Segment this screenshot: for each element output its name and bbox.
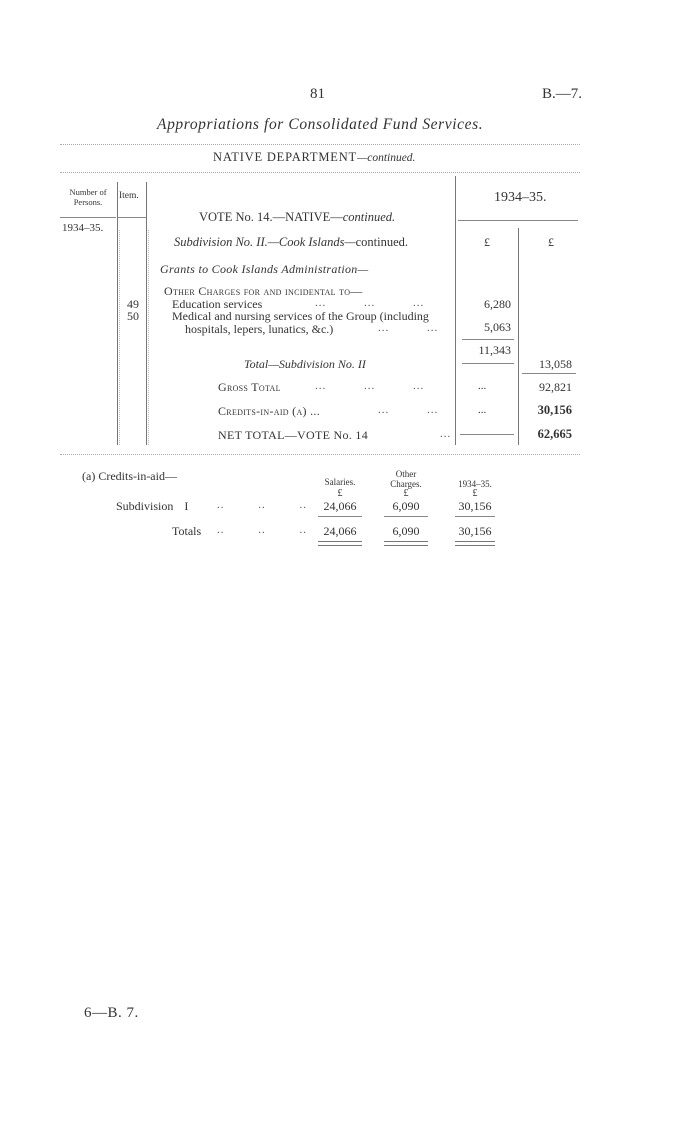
page-reference: B.—7. — [542, 86, 583, 102]
footnote-salaries: 24,066 — [323, 499, 357, 513]
pound-sign: £ — [472, 488, 478, 499]
leader-dots: ... ... — [378, 322, 439, 334]
footnote-rule — [384, 516, 428, 517]
gross-total-label: Gross Total — [218, 380, 281, 394]
page-signature: 6—B. 7. — [84, 1005, 139, 1021]
net-total-value: 62,665 — [537, 427, 572, 441]
gross-mid-dots: ... — [478, 380, 487, 392]
department-continued: —continued. — [356, 152, 416, 164]
net-total-label: NET TOTAL—VOTE No. 14 — [218, 428, 368, 442]
footnote-double-rule — [384, 541, 428, 546]
item-col-left-border-2 — [119, 230, 120, 445]
item-number: 50 — [127, 309, 139, 323]
footnote-col-salaries: Salaries. — [324, 477, 356, 487]
total-subdivision-label: Total—Subdivision No. II — [244, 357, 366, 371]
subdivision-continued: continued. — [355, 235, 409, 249]
credits-label-text: Credits-in-aid (a) ... — [218, 404, 321, 418]
col-header-item: Item. — [119, 191, 139, 201]
pound-sign: £ — [337, 488, 343, 499]
footnote-year: 30,156 — [458, 524, 492, 538]
vote-continued: continued. — [342, 210, 396, 224]
item-description: Education services — [172, 297, 263, 311]
col-header-year: 1934–35. — [494, 190, 547, 205]
footnote-rule — [455, 516, 495, 517]
amount-col-mid-border — [518, 228, 519, 445]
item-amount: 5,063 — [484, 320, 511, 334]
item-header-rule — [118, 217, 146, 218]
item-description-continued: hospitals, lepers, lunatics, &c.) — [185, 322, 334, 336]
footnote-year: 30,156 — [458, 499, 492, 513]
pound-sign: £ — [403, 488, 409, 499]
footnote-col-other-1: Other — [395, 469, 417, 479]
credits-value: 30,156 — [537, 403, 572, 417]
credits-label — [218, 404, 320, 419]
item-col-right-border — [146, 182, 147, 445]
amount-col-left-border — [455, 176, 456, 445]
credits-mid-dots: ... — [478, 404, 487, 416]
department-name: NATIVE DEPARTMENT — [213, 150, 357, 164]
total-subdivision-value: 13,058 — [539, 357, 572, 371]
subdivision-heading — [174, 235, 408, 250]
department-heading — [213, 150, 415, 165]
item-number: 49 — [127, 297, 139, 311]
item-description: Medical and nursing services of the Group (including — [172, 309, 429, 323]
title-rule — [60, 144, 580, 145]
leader-dots: ... ... — [378, 404, 439, 416]
footnote-row-label: Subdivision I — [116, 499, 189, 513]
persons-header-rule — [60, 217, 116, 218]
page-number: 81 — [310, 86, 325, 102]
currency-label-1: £ — [484, 235, 490, 249]
total-subdivision-underline — [522, 373, 576, 374]
grants-heading: Grants to Cook Islands Administration— — [160, 262, 369, 276]
item-amount: 6,280 — [484, 297, 511, 311]
page-title: Appropriations for Consolidated Fund Services. — [157, 116, 484, 133]
footnote-col-year: 1934–35. — [458, 479, 492, 489]
footnote-other: 6,090 — [392, 499, 420, 513]
gross-total-value: 92,821 — [539, 380, 572, 394]
footnote-rule — [318, 516, 362, 517]
leader-dots: ... — [440, 428, 452, 440]
leader-dots: ... ... ... — [315, 297, 425, 309]
vote-title: VOTE No. 14.—NATIVE— — [199, 210, 343, 224]
subtotal-rule — [462, 339, 514, 340]
net-total-rule — [460, 434, 514, 435]
footnote-row-label: Totals — [172, 524, 202, 538]
col-header-persons: Number of Persons. — [69, 187, 107, 207]
persons-year: 1934–35. — [62, 222, 104, 234]
footnote-title: (a) Credits-in-aid— — [82, 469, 177, 483]
leader-dots: .. .. .. — [217, 524, 307, 536]
footnote-salaries: 24,066 — [323, 524, 357, 538]
vote-heading — [199, 210, 395, 225]
leader-dots: ... ... ... — [315, 380, 425, 392]
footnote-double-rule — [318, 541, 362, 546]
department-rule — [60, 172, 580, 173]
leader-dots: .. .. .. — [217, 499, 307, 511]
other-charges-heading: Other Charges for and incidental to— — [164, 284, 363, 298]
currency-label-2: £ — [548, 235, 554, 249]
footnote-other: 6,090 — [392, 524, 420, 538]
total-subdivision-rule — [462, 363, 514, 364]
table-bottom-rule — [60, 454, 580, 455]
subtotal-amount: 11,343 — [478, 343, 511, 357]
year-header-rule — [458, 220, 578, 221]
subdivision-title: Subdivision No. II.—Cook Islands— — [174, 235, 356, 249]
item-col-right-border-2 — [148, 230, 149, 445]
footnote-double-rule — [455, 541, 495, 546]
item-col-left-border — [117, 182, 118, 445]
footnote-col-other-2: Charges. — [390, 479, 422, 489]
